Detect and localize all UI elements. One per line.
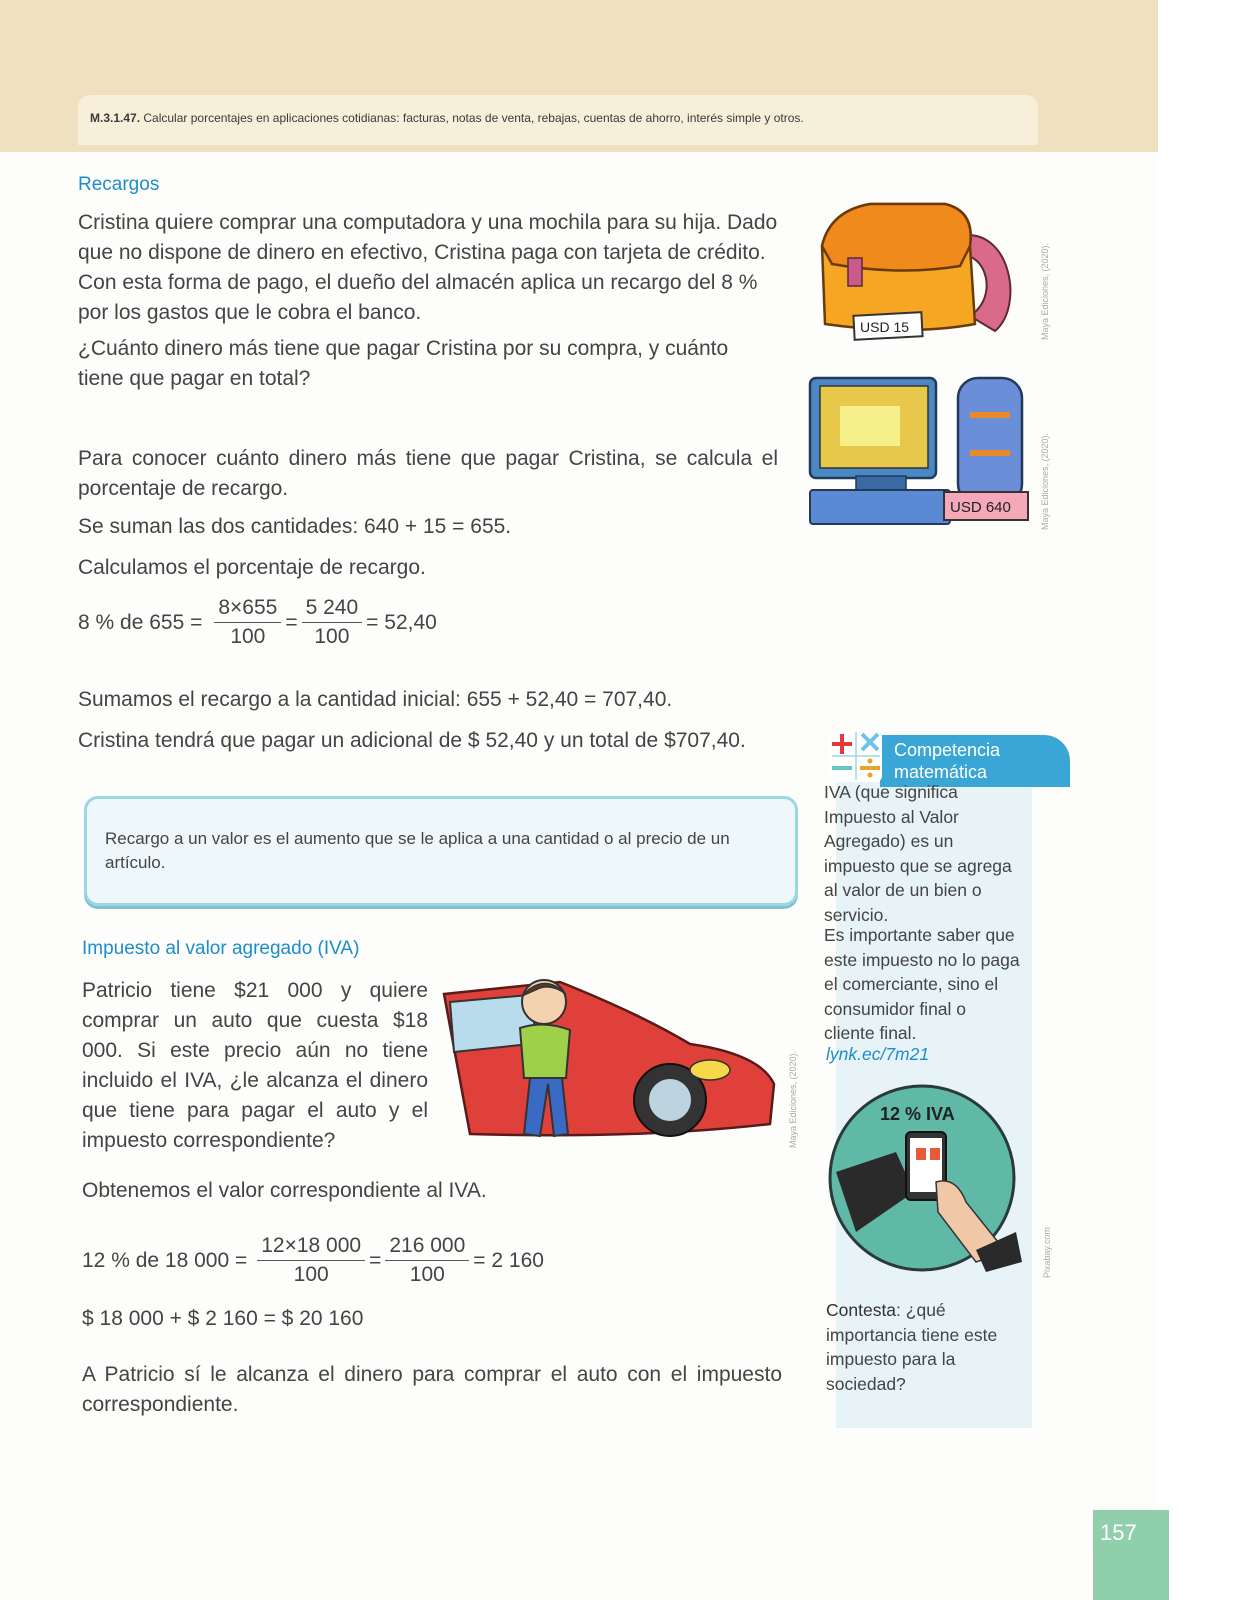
- definition-text: Recargo a un valor es el aumento que se le aplica a una cantidad o al precio de un artículo.: [105, 829, 730, 872]
- recargos-paragraph-2: ¿Cuánto dinero más tiene que pagar Cristina por su compra, y cuánto tiene que pagar en total?: [78, 337, 729, 390]
- computer-illustration: [806, 372, 1034, 534]
- bag-illustration: [810, 196, 1030, 346]
- iva-equation-lhs: 12 % de 18 000 =: [82, 1248, 248, 1272]
- objective-description: Calcular porcentajes en aplicaciones cotidianas: facturas, notas de venta, rebajas, cuentas de ahorro, interés simple y otros.: [143, 111, 804, 125]
- contesta-label: Contesta: [826, 1300, 897, 1320]
- fraction-2: [302, 596, 363, 649]
- iva-paragraph-2: Obtenemos el valor correspondiente al IVA.: [82, 1179, 487, 1202]
- iva-phone-label: 12 % IVA: [880, 1104, 955, 1124]
- recargos-paragraph-5: Calculamos el porcentaje de recargo.: [78, 556, 426, 579]
- iva-phone-illustration: [826, 1082, 1022, 1274]
- iva-paragraph-1: Patricio tiene $21 000 y quiere comprar un auto que cuesta $18 000. Si este precio aún no tiene incluido el IVA, ¿le alcanza el dinero que tiene para pagar el auto y el impuesto correspondiente?: [82, 979, 428, 1152]
- competencia-title-line-1: Competencia: [894, 740, 1001, 760]
- section-title-recargos: Recargos: [78, 174, 160, 195]
- recargos-paragraph-3: Para conocer cuánto dinero más tiene que pagar Cristina, se calcula el porcentaje de recargo.: [78, 447, 778, 500]
- iva-fraction-2: [385, 1234, 469, 1287]
- page-number: 157: [1100, 1520, 1137, 1545]
- iva-equation: [82, 1234, 544, 1287]
- recargos-paragraph-1: Cristina quiere comprar una computadora y una mochila para su hija. Dado que no dispone de dinero en efectivo, Cristina paga con tarjeta de crédito. Con esta forma de pago, el dueño del almacén aplica un recargo del 8 % por los gastos que le cobra el banco.: [78, 211, 778, 324]
- computer-price-label: USD 640: [950, 499, 1011, 516]
- fraction-1-numerator: 8×655: [214, 596, 281, 623]
- recargos-paragraph-6: Sumamos el recargo a la cantidad inicial: 655 + 52,40 = 707,40.: [78, 688, 673, 711]
- objective-code: M.3.1.47.: [90, 111, 141, 125]
- definition-box: [84, 796, 798, 906]
- equation-lhs: 8 % de 655 =: [78, 610, 203, 634]
- objective-text: [90, 111, 804, 125]
- bag-price-label: USD 15: [860, 319, 910, 335]
- iva-equation-rhs: = 2 160: [473, 1248, 544, 1272]
- recargos-paragraph-4: Se suman las dos cantidades: 640 + 15 = 655.: [78, 515, 512, 538]
- right-margin: [1158, 0, 1236, 1600]
- iva-equation-equals: =: [369, 1248, 382, 1272]
- competencia-link[interactable]: lynk.ec/7m21: [826, 1044, 930, 1064]
- iva-paragraph-3: A Patricio sí le alcanza el dinero para comprar el auto con el impuesto correspondiente.: [82, 1363, 782, 1416]
- fraction-2-numerator: 5 240: [302, 596, 363, 623]
- iva-equation-2: $ 18 000 + $ 2 160 = $ 20 160: [82, 1307, 364, 1330]
- phone-credit: Pixabay.com: [1042, 1227, 1052, 1278]
- contesta-text: : ¿qué importancia tiene este impuesto para la sociedad?: [826, 1300, 998, 1394]
- computer-credit: Maya Ediciones, (2020).: [1040, 432, 1050, 530]
- math-operators-icon: [828, 728, 884, 784]
- bag-credit: Maya Ediciones, (2020).: [1040, 242, 1050, 340]
- recargo-equation: [78, 596, 437, 649]
- car-credit: Maya Ediciones, (2020).: [788, 1050, 798, 1148]
- iva-fraction-1-denominator: 100: [293, 1263, 329, 1286]
- iva-fraction-1: [257, 1234, 365, 1287]
- competencia-text-1: IVA (que significa Impuesto al Valor Agregado) es un impuesto que se agrega al valor de un bien o servicio.: [824, 782, 1012, 925]
- competencia-question: [826, 1298, 1018, 1396]
- equation-rhs: = 52,40: [366, 610, 437, 634]
- competencia-title-line-2: matemática: [894, 762, 988, 782]
- fraction-2-denominator: 100: [314, 625, 350, 648]
- iva-fraction-2-numerator: 216 000: [385, 1234, 469, 1261]
- recargos-paragraph-7: Cristina tendrá que pagar un adicional de $ 52,40 y un total de $707,40.: [78, 729, 746, 752]
- fraction-1: [214, 596, 281, 649]
- equation-equals: =: [285, 610, 298, 634]
- iva-fraction-2-denominator: 100: [409, 1263, 445, 1286]
- competencia-text-2: Es importante saber que este impuesto no lo paga el comerciante, sino el consumidor final o cliente final.: [824, 925, 1020, 1043]
- fraction-1-denominator: 100: [230, 625, 266, 648]
- section-title-iva: Impuesto al valor agregado (IVA): [82, 938, 360, 959]
- car-illustration: [440, 974, 780, 1150]
- iva-fraction-1-numerator: 12×18 000: [257, 1234, 365, 1261]
